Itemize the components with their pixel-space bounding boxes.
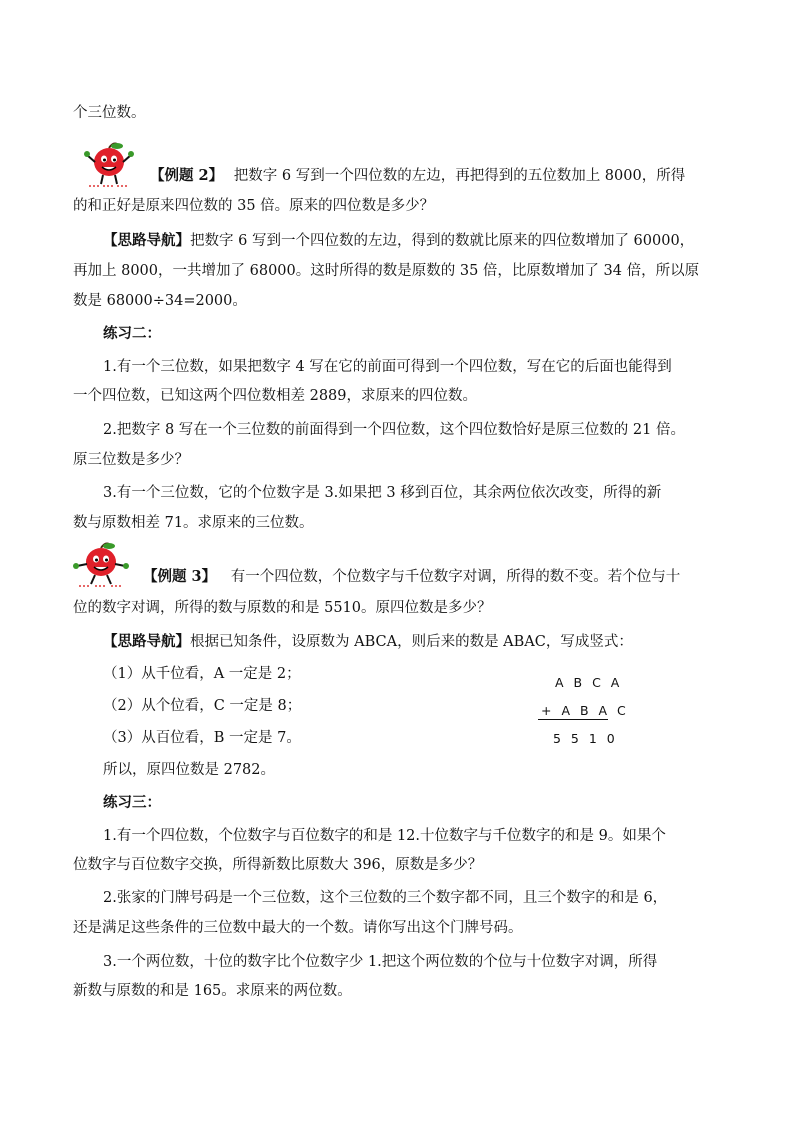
example-3-question-line2: 位的数字对调，所得的数与原数的和是 5510。原四位数是多少？: [73, 600, 492, 616]
practice-2-item2-line1: 2.把数字 8 写在一个三位数的前面得到一个四位数，这个四位数恰好是原三位数的 21 倍。: [103, 422, 685, 438]
practice-2-item3-line2: 数与原数相差 71。求原来的三位数。: [73, 515, 314, 531]
practice-2-item2-line2: 原三位数是多少？: [73, 452, 189, 468]
apple-mascot-icon: [83, 140, 135, 190]
practice-2-item1-line2: 一个四位数，已知这两个四位数相差 2889，求原来的四位数。: [73, 388, 478, 404]
vertical-sum-row1: A B C A: [555, 675, 623, 690]
example-2-question-line1: 把数字 6 写到一个四位数的左边，再把得到的五位数加上 8000，所得: [233, 168, 686, 184]
example-3-step2: （2）从个位看，C 一定是 8；: [103, 698, 302, 714]
example-3-hint-line1: 根据已知条件，设原数为 ABCA，则后来的数是 ABAC，写成竖式：: [190, 634, 633, 650]
example-2-hint-line1: 把数字 6 写到一个四位数的左边，得到的数就比原来的四位数增加了 60000，: [190, 233, 695, 249]
example-2-question-line2: 的和正好是原来四位数的 35 倍。原来的四位数是多少？: [73, 198, 435, 214]
example-2-hint-line2: 再加上 8000，一共增加了 68000。这时所得的数是原数的 35 倍，比原数增加了 34 倍，所以原: [73, 263, 700, 279]
practice-2-title: 练习二：: [103, 325, 161, 342]
example-3-step3: （3）从百位看，B 一定是 7。: [103, 730, 301, 746]
example-3-label: 【例题 3】: [143, 568, 217, 585]
vertical-sum-divider: [538, 719, 608, 720]
example-2-hint-label: 【思路导航】: [103, 232, 190, 249]
practice-3-title: 练习三：: [103, 794, 161, 811]
practice-2-item1-line1: 1.有一个三位数，如果把数字 4 写在它的前面可得到一个四位数，写在它的后面也能得到: [103, 359, 672, 375]
apple-mascot-icon: [73, 540, 129, 590]
example-3-step1: （1）从千位看，A 一定是 2；: [103, 666, 301, 682]
practice-3-item3-line1: 3.一个两位数，十位的数字比个位数字少 1.把这个两位数的个位与十位数字对调，所得: [103, 954, 658, 970]
practice-3-item1-line1: 1.有一个四位数，个位数字与百位数字的和是 12.十位数字与千位数字的和是 9。如果个: [103, 828, 666, 844]
example-3-conclusion: 所以，原四位数是 2782。: [103, 762, 276, 778]
vertical-sum-result: 5 5 1 0: [553, 731, 618, 746]
continued-text: 个三位数。: [73, 105, 146, 121]
practice-3-item1-line2: 位数字与百位数字交换，所得新数比原数大 396，原数是多少？: [73, 857, 483, 873]
practice-3-item2-line1: 2.张家的门牌号码是一个三位数，这个三位数的三个数字都不同，且三个数字的和是 6，: [103, 890, 668, 906]
practice-3-item3-line2: 新数与原数的和是 165。求原来的两位数。: [73, 983, 352, 999]
vertical-sum-row2: + A B A C: [541, 703, 629, 718]
example-3-hint-label: 【思路导航】: [103, 633, 190, 650]
example-3-question-line1: 有一个四位数，个位数字与千位数字对调，所得的数不变。若个位与十: [230, 569, 681, 585]
example-2-label: 【例题 2】: [150, 167, 224, 184]
example-2-hint-line3: 数是 68000÷34=2000。: [73, 293, 247, 309]
practice-2-item3-line1: 3.有一个三位数，它的个位数字是 3.如果把 3 移到百位，其余两位依次改变，所得的新: [103, 485, 662, 501]
practice-3-item2-line2: 还是满足这些条件的三位数中最大的一个数。请你写出这个门牌号码。: [73, 920, 523, 936]
